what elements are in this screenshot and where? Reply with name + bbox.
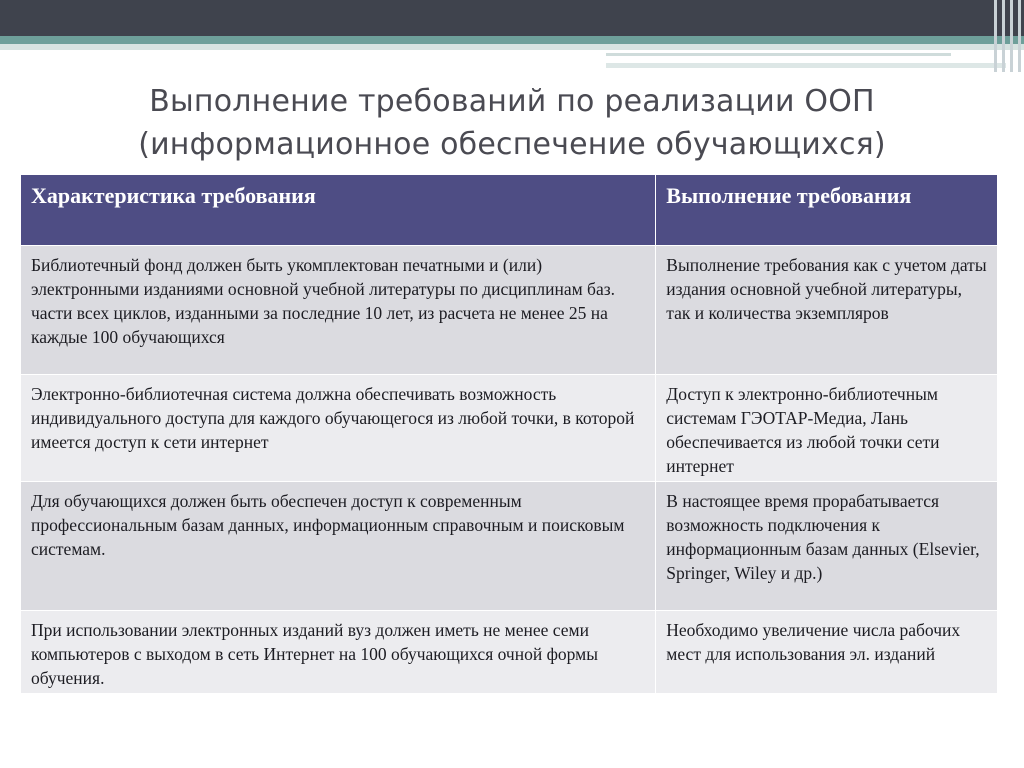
teal-decor-band bbox=[0, 36, 1024, 44]
requirements-table bbox=[20, 174, 998, 694]
cell-fulfillment: Выполнение требования как с учетом даты издания основной учебной литературы, так и количества экземпляров bbox=[656, 246, 998, 375]
light-decor-band bbox=[0, 44, 1024, 50]
slide-title-line1: Выполнение требований по реализации ООП bbox=[149, 84, 875, 119]
cell-fulfillment: Доступ к электронно-библиотечным системам ГЭОТАР-Медиа, Лань обеспечивается из любой точки сети интернет bbox=[656, 375, 998, 482]
table-row bbox=[21, 611, 998, 694]
slide-title bbox=[0, 80, 1024, 166]
cell-requirement: Библиотечный фонд должен быть укомплектован печатными и (или) электронными изданиями основной учебной литературы по дисциплинам баз. части всех циклов, изданными за последние 10 лет, из расчета не менее 25 на каждые 100 обучающихся bbox=[21, 246, 656, 375]
table-row bbox=[21, 375, 998, 482]
cell-fulfillment: В настоящее время прорабатывается возможность подключения к информационным базам данных (Elsevier, Springer, Wiley и др.) bbox=[656, 482, 998, 611]
table-row bbox=[21, 246, 998, 375]
header-requirement: Характеристика требования bbox=[21, 175, 656, 246]
table-row bbox=[21, 482, 998, 611]
cell-fulfillment: Необходимо увеличение числа рабочих мест для использования эл. изданий bbox=[656, 611, 998, 694]
top-decor-bar bbox=[0, 0, 1024, 36]
cell-requirement: Для обучающихся должен быть обеспечен доступ к современным профессиональным базам данных, информационным справочным и поисковым системам. bbox=[21, 482, 656, 611]
header-fulfillment: Выполнение требования bbox=[656, 175, 998, 246]
decor-line bbox=[606, 63, 1006, 68]
cell-requirement: При использовании электронных изданий вуз должен иметь не менее семи компьютеров с выходом в сеть Интернет на 100 обучающихся очной формы обучения. bbox=[21, 611, 656, 694]
table-header-row bbox=[21, 175, 998, 246]
cell-requirement: Электронно-библиотечная система должна обеспечивать возможность индивидуального доступа для каждого обучающегося из любой точки, в которой имеется доступ к сети интернет bbox=[21, 375, 656, 482]
decor-line bbox=[606, 53, 951, 56]
decor-stripes bbox=[990, 0, 1024, 72]
slide-title-line2: (информационное обеспечение обучающихся) bbox=[138, 127, 886, 162]
